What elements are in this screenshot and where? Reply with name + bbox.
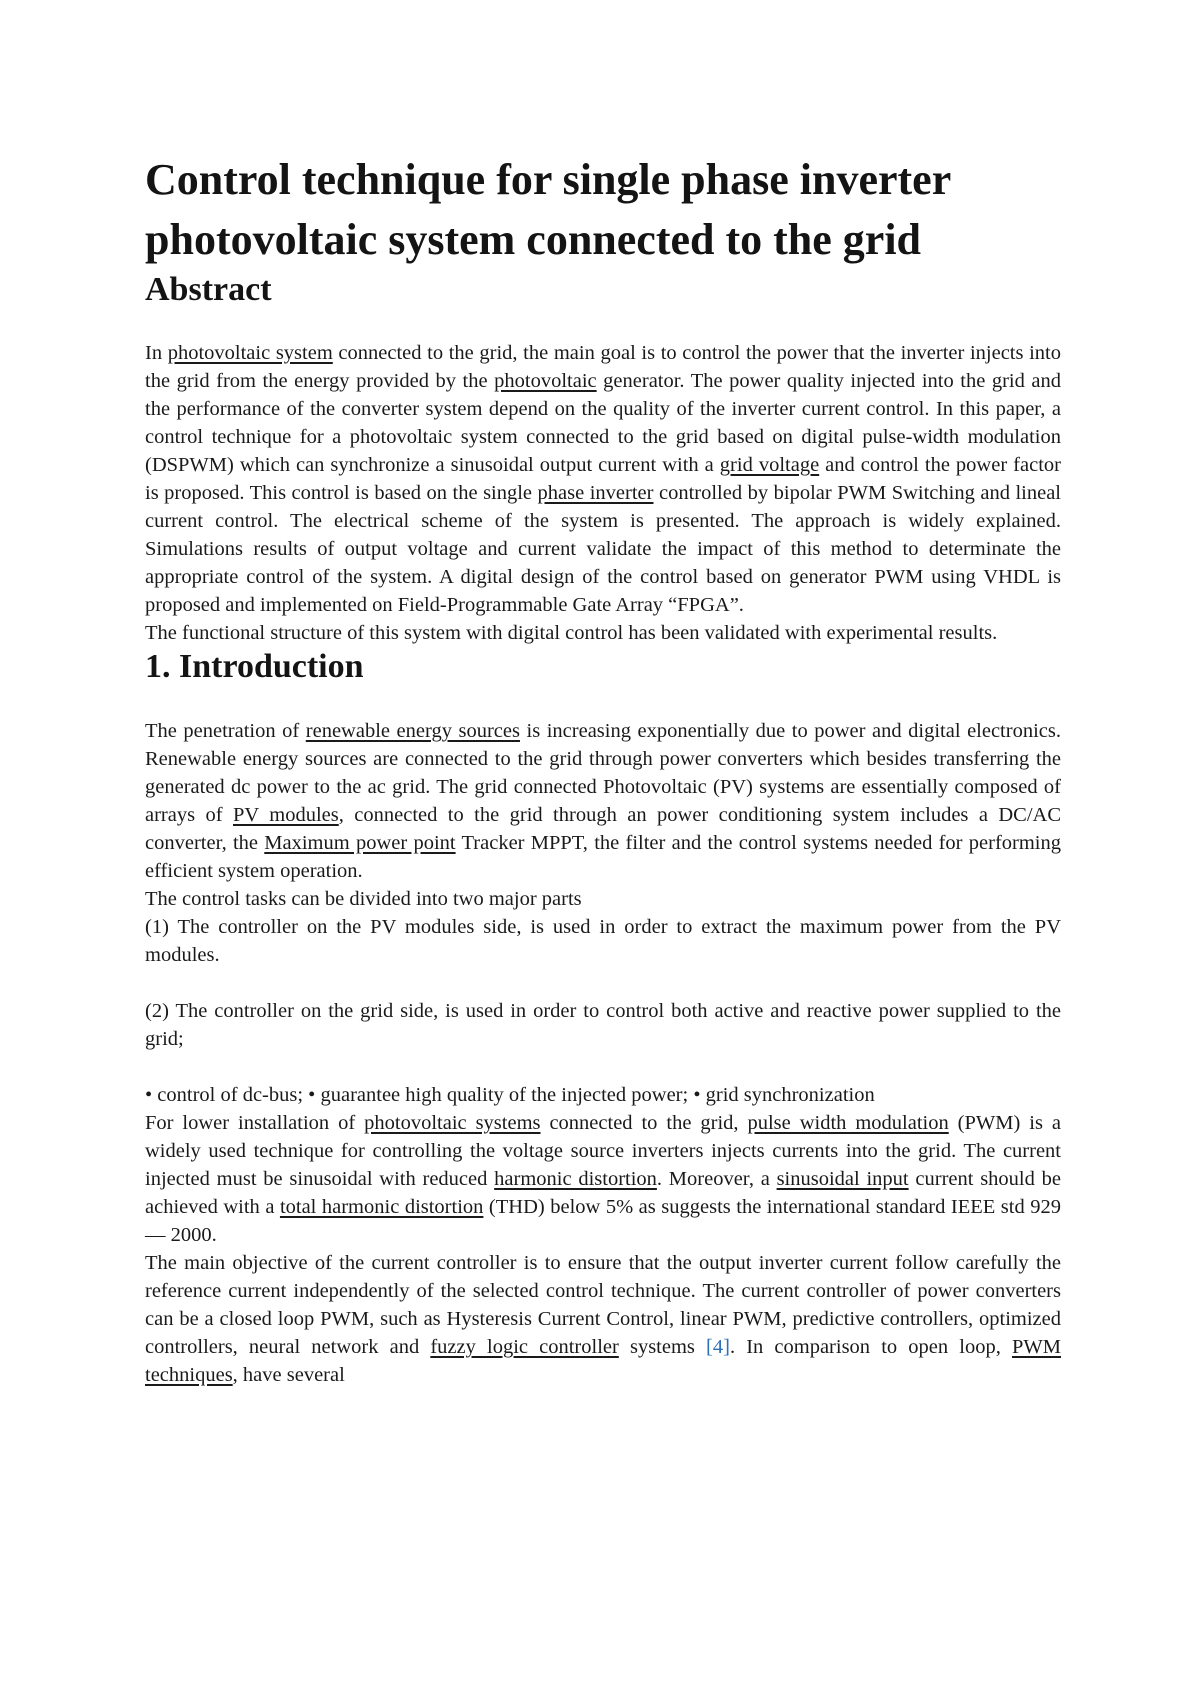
- text-run: The penetration of: [145, 720, 306, 742]
- text-run: , have several: [232, 1364, 345, 1386]
- paragraph-spacer: [145, 969, 1061, 997]
- intro-paragraph-1: [145, 717, 1061, 885]
- text-run: current should be achieved with a: [145, 1168, 1061, 1218]
- document-page: [145, 150, 1061, 1389]
- introduction-body: [145, 717, 1061, 1389]
- text-run: controlled by bipolar PWM Switching and lineal current control. The electrical scheme of the system is presented. The approach is widely explained. Simulations results of output voltage and current validate the impact of this method to determinate the appropriate control of the system. A digital design of the control based on generator PWM using VHDL is proposed and implemented on Field-Programmable Gate Array “FPGA”.: [145, 482, 1061, 616]
- intro-bullet-line: • control of dc-bus; • guarantee high quality of the injected power; • grid synchronization: [145, 1084, 875, 1106]
- term-link[interactable]: renewable energy sources: [305, 720, 520, 742]
- text-run: is increasing exponentially due to power and digital electronics. Renewable energy sources are connected to the grid through power converters which besides transferring the generated dc power to the ac grid. The grid connected Photovoltaic (PV) systems are essentially composed of arrays of: [145, 720, 1061, 826]
- intro-paragraph-6: [145, 1109, 1061, 1249]
- text-run: The main objective of the current controller is to ensure that the output inverter current follow carefully the reference current independently of the selected control technique. The current controller of power converters can be a closed loop PWM, such as Hysteresis Current Control, linear PWM, predictive controllers, optimized controllers, neural network and: [145, 1252, 1061, 1358]
- intro-paragraph-4: (2) The controller on the grid side, is used in order to control both active and reactive power supplied to the grid;: [145, 1000, 1061, 1050]
- term-link[interactable]: total harmonic distortion: [279, 1196, 484, 1218]
- text-run: generator. The power quality injected into the grid and the performance of the converter system depend on the quality of the inverter current control. In this paper, a control technique for a photovoltaic system connected to the grid based on digital pulse-width modulation (DSPWM) which can synchronize a sinusoidal output current with a: [145, 370, 1062, 476]
- introduction-heading: 1. Introduction: [145, 648, 364, 685]
- text-run: . In comparison to open loop,: [729, 1336, 1012, 1358]
- term-link[interactable]: photovoltaic systems: [364, 1112, 541, 1134]
- text-run: systems: [618, 1336, 707, 1358]
- paragraph-spacer: [145, 1053, 1061, 1081]
- intro-paragraph-3: (1) The controller on the PV modules side, is used in order to extract the maximum power from the PV modules.: [145, 916, 1061, 966]
- text-run: In: [145, 342, 168, 364]
- text-run: and control the power factor is proposed. This control is based on the single: [145, 454, 1061, 504]
- term-link[interactable]: phase inverter: [537, 482, 654, 504]
- text-run: Tracker MPPT, the filter and the control systems needed for performing efficient system operation.: [145, 832, 1061, 882]
- abstract-paragraph-1: [145, 339, 1061, 619]
- abstract-heading: Abstract: [145, 271, 272, 308]
- term-link[interactable]: fuzzy logic controller: [430, 1336, 619, 1358]
- term-link[interactable]: grid voltage: [719, 454, 820, 476]
- text-run: connected to the grid, the main goal is to control the power that the inverter injects into the grid from the energy provided by the: [145, 342, 1061, 392]
- intro-paragraph-7: [145, 1249, 1061, 1389]
- term-link[interactable]: PV modules: [233, 804, 339, 826]
- term-link[interactable]: PWM techniques: [145, 1336, 1061, 1386]
- text-run: . Moreover, a: [656, 1168, 777, 1190]
- term-link[interactable]: harmonic distortion: [494, 1168, 657, 1190]
- text-run: (THD) below 5% as suggests the international standard IEEE std 929 — 2000.: [145, 1196, 1061, 1246]
- term-link[interactable]: Maximum power point: [264, 832, 456, 854]
- abstract-body: [145, 339, 1061, 647]
- text-run: (PWM) is a widely used technique for controlling the voltage source inverters injects currents into the grid. The current injected must be sinusoidal with reduced: [145, 1112, 1061, 1190]
- text-run: connected to the grid,: [540, 1112, 748, 1134]
- text-run: , connected to the grid through an power conditioning system includes a DC/AC converter, the: [145, 804, 1061, 854]
- intro-paragraph-2: The control tasks can be divided into two major parts: [145, 888, 582, 910]
- term-link[interactable]: photovoltaic: [494, 370, 597, 392]
- paper-title: Control technique for single phase inverter photovoltaic system connected to the grid: [145, 155, 951, 264]
- abstract-paragraph-2: The functional structure of this system with digital control has been validated with experimental results.: [145, 622, 998, 644]
- text-run: For lower installation of: [145, 1112, 365, 1134]
- citation-link[interactable]: [4]: [706, 1336, 730, 1358]
- term-link[interactable]: sinusoidal input: [776, 1168, 909, 1190]
- term-link[interactable]: pulse width modulation: [747, 1112, 949, 1134]
- term-link[interactable]: photovoltaic system: [167, 342, 333, 364]
